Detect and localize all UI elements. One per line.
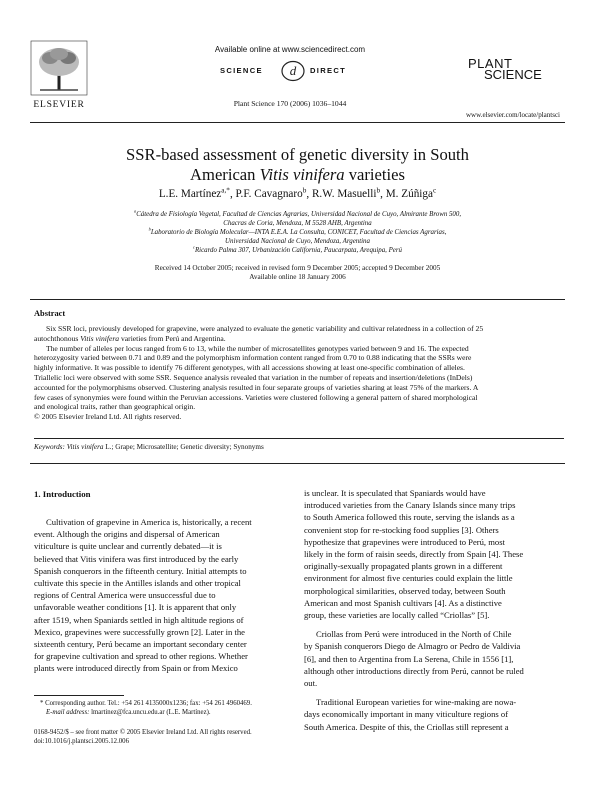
intro-right-line: originally-sexually propagated plants grown in a different: [304, 561, 503, 572]
abstract-heading: Abstract: [34, 309, 66, 318]
keywords-rule: [34, 438, 564, 439]
affiliations: [60, 210, 535, 255]
abstract-p2-line3: highly informative. It was possible to identify 76 different genotypes, with all accessions showing at least one-specific combination of alleles.: [34, 363, 465, 373]
journal-url[interactable]: www.elsevier.com/locate/plantsci: [465, 111, 560, 119]
keywords: Keywords: Vitis vinifera L.; Grape; Microsatellite; Genetic diversity; Synonyms: [34, 443, 264, 451]
abstract-p2-line4: Triallelic loci were observed with some SSR. Sequence analysis revealed that variation in the number of repeats and insertion/deletions (InDels): [34, 372, 473, 382]
title-line-2: American Vitis vinifera varieties: [190, 165, 405, 184]
corresponding-author-note: * Corresponding author. Tel.: +54 261 4135000x1236; fax: +54 261 4960469.: [40, 700, 252, 707]
journal-logo-line2: SCIENCE: [484, 67, 542, 82]
abstract-top-rule: [30, 299, 565, 300]
intro-right-line: South America. Despite of this, the Criollas still represent a: [304, 721, 509, 732]
keywords-label: Keywords:: [34, 443, 65, 451]
available-line: Available online 18 January 2006: [249, 273, 346, 281]
email-line: E-mail address: lmartinez@fca.uncu.edu.ar (L.E. Martínez).: [46, 709, 211, 716]
abstract-bottom-rule: [30, 463, 565, 464]
affiliation-a-line1: $^a$Cátedra de Fisiología Vegetal, Facultad de Ciencias Agrarias, Universidad Nacional de Cuyo, Almirante Brown 500,: [133, 208, 462, 218]
intro-left-line: Cultivation of grapevine in America is, historically, a recent: [46, 517, 252, 527]
elsevier-logo: [30, 40, 88, 110]
intro-right-line: American and most Spanish cultivars [4]. As a distinctive: [304, 597, 502, 608]
abstract-p2-line5: accounted for the polymorphisms observed. Clustering analysis resulted in four separate groups of varieties sharing at least 75% of the markers. A: [34, 382, 479, 392]
intro-right-line: Traditional European varieties for wine-making are nowa-: [316, 697, 517, 708]
doi-line[interactable]: doi:10.1016/j.plantsci.2005.12.006: [34, 738, 129, 745]
intro-left-line: cultivate this specie in the Antilles islands and other tropical: [34, 578, 241, 589]
intro-left-line: for grapevine cultivation and spread to other regions. Whether: [34, 651, 248, 662]
intro-right-line: although other introductions directly from Perú, cannot be ruled: [304, 665, 524, 676]
abstract-p2-line7: and enological traits, rather than geographical origin.: [34, 402, 196, 412]
author-list: L.E. Martínez$^{a,*}$, P.F. Cavagnaro$^b$, R.W. Masuelli$^b$, M. Zúñiga$^c$: [158, 186, 437, 200]
sd-left-text: SCIENCE: [220, 66, 263, 75]
intro-right-column: [304, 487, 562, 733]
intro-right-line: to South America followed this route, serving the islands as a: [304, 512, 515, 523]
intro-left-column: [34, 516, 287, 675]
abstract-p1-line2: autochthonous Vitis vinifera varieties from Perú and Argentina.: [34, 333, 226, 343]
author[interactable]: P.F. Cavagnaro$^b$: [235, 186, 307, 200]
intro-left-line: regions of Central America were unsuccessful due to: [34, 590, 216, 601]
sd-right-text: DIRECT: [310, 66, 347, 75]
page-footer: [34, 728, 354, 746]
intro-right-line: is unclear. It is speculated that Spaniards would have: [304, 488, 486, 498]
affiliation-a-line2: Chacras de Coria, Mendoza, M 5528 AHB, Argentina: [223, 220, 372, 228]
intro-left-line: unfavorable weather conditions [1]. It is apparent that only: [34, 602, 237, 613]
abstract-p1-line1: Six SSR loci, previously developed for grapevine, were analyzed to evaluate the genetic variability and cultivar relatedness in a collection of 25: [46, 324, 484, 333]
available-online-text: Available online at www.sciencedirect.com: [214, 45, 366, 54]
intro-left-line: viticulture is quite unclear and currently debated—it is: [34, 541, 222, 552]
intro-left-line: event. Although the origins and dispersal of American: [34, 529, 220, 540]
intro-right-line: [6], and then to Argentina from La Serena, Chile in 1556 [1],: [304, 653, 514, 664]
abstract-body: [34, 324, 564, 422]
affiliation-c-line: $^c$Ricardo Palma 307, Urbanización California, Paucarpata, Arequipa, Perú: [192, 245, 402, 255]
abstract-p2-line1: The number of alleles per locus ranged from 6 to 13, while the number of microsatellites genotypes varied between 9 and 16. The expected: [46, 343, 469, 353]
intro-right-line: days economically important in many viticulture regions of: [304, 709, 509, 720]
intro-right-line: environment for almost five centuries could explain the little: [304, 573, 513, 584]
intro-right-line: likely in the form of raisin seeds, directly from Spain [4]. These: [304, 549, 524, 560]
footnote: [40, 699, 300, 717]
author[interactable]: R.W. Masuelli$^b$: [311, 186, 381, 200]
abstract-copyright: © 2005 Elsevier Ireland Ltd. All rights reserved.: [34, 412, 182, 422]
intro-right-line: group, these varieties are locally called “Criollas” [5].: [304, 610, 490, 621]
received-line: Received 14 October 2005; received in revised form 9 December 2005; accepted 9 December 2005: [154, 264, 441, 272]
author[interactable]: M. Zúñiga$^c$: [385, 186, 437, 200]
intro-right-line: morphological similarities, observed today, between South: [304, 585, 506, 596]
sciencedirect-at-icon: [280, 60, 306, 82]
intro-right-line: by Spanish conquerors Diego de Almagro or Pedro de Valdivia: [304, 641, 521, 652]
issn-line: 0168-9452/$ – see front matter © 2005 Elsevier Ireland Ltd. All rights reserved.: [34, 729, 252, 736]
header-rule: [30, 122, 565, 123]
abstract-p2-line2: heterozygosity varied between 0.71 and 0.89 and the polymorphism information content ranged from 0.70 to 0.88 indicating that the SSRs were: [34, 353, 472, 363]
affiliation-b-line2: Universidad Nacional de Cuyo, Mendoza, Argentina: [225, 238, 370, 246]
author[interactable]: L.E. Martínez$^{a,*}$: [158, 186, 230, 200]
elsevier-tree-icon: [30, 40, 88, 96]
intro-left-line: Spanish conquerors in the fifteenth century. Initial attempts to: [34, 565, 247, 576]
intro-left-line: believed that Vitis vinifera was first introduced by the early: [34, 553, 239, 564]
intro-left-line: sixteenth century, Perú became an important secondary center: [34, 639, 247, 650]
intro-right-line: introduced varieties from the Canary Islands since many trips: [304, 500, 516, 511]
sciencedirect-logo: [220, 60, 370, 82]
intro-right-line: hypothesize that grapevines were introduced to Perú, most: [304, 536, 505, 547]
journal-logo-line1: PLANT: [468, 56, 513, 71]
publisher-name: ELSEVIER: [33, 100, 85, 110]
journal-citation: Plant Science 170 (2006) 1036–1044: [233, 99, 347, 108]
intro-right-line: Criollas from Perú were introduced in the North of Chile: [316, 629, 512, 640]
email-link[interactable]: lmartinez@fca.uncu.edu.ar: [91, 709, 165, 716]
affiliation-b-line1: $^b$Laboratorio de Biología Molecular—INTA E.E.A. La Consulta, CONICET, Facultad de Ciencias Agrarias,: [148, 226, 447, 237]
abstract-p2-line6: few cases of synonymies were found within the Peruvian accessions. Varieties were clustered following a general pattern of shared morphological: [34, 392, 478, 402]
journal-logo: [468, 56, 548, 96]
title-line-1: SSR-based assessment of genetic diversity in South: [126, 145, 469, 164]
section-heading-introduction: 1. Introduction: [34, 489, 91, 499]
dates: [30, 264, 565, 282]
intro-left-line: plants were introduced directly from Spain or from Mexico: [34, 663, 238, 674]
intro-left-line: Mexico, grapevines were successfully grown [2]. Later in the: [34, 626, 245, 637]
intro-left-line: after 1519, when Spaniards settled in high altitude regions of: [34, 614, 244, 625]
article-title: [30, 145, 565, 185]
footnote-rule: [34, 695, 124, 696]
intro-right-line: convenient stop for re-stocking food supplies [3]. Others: [304, 524, 499, 535]
intro-right-line: out.: [304, 678, 318, 689]
svg-text:d: d: [289, 63, 297, 78]
